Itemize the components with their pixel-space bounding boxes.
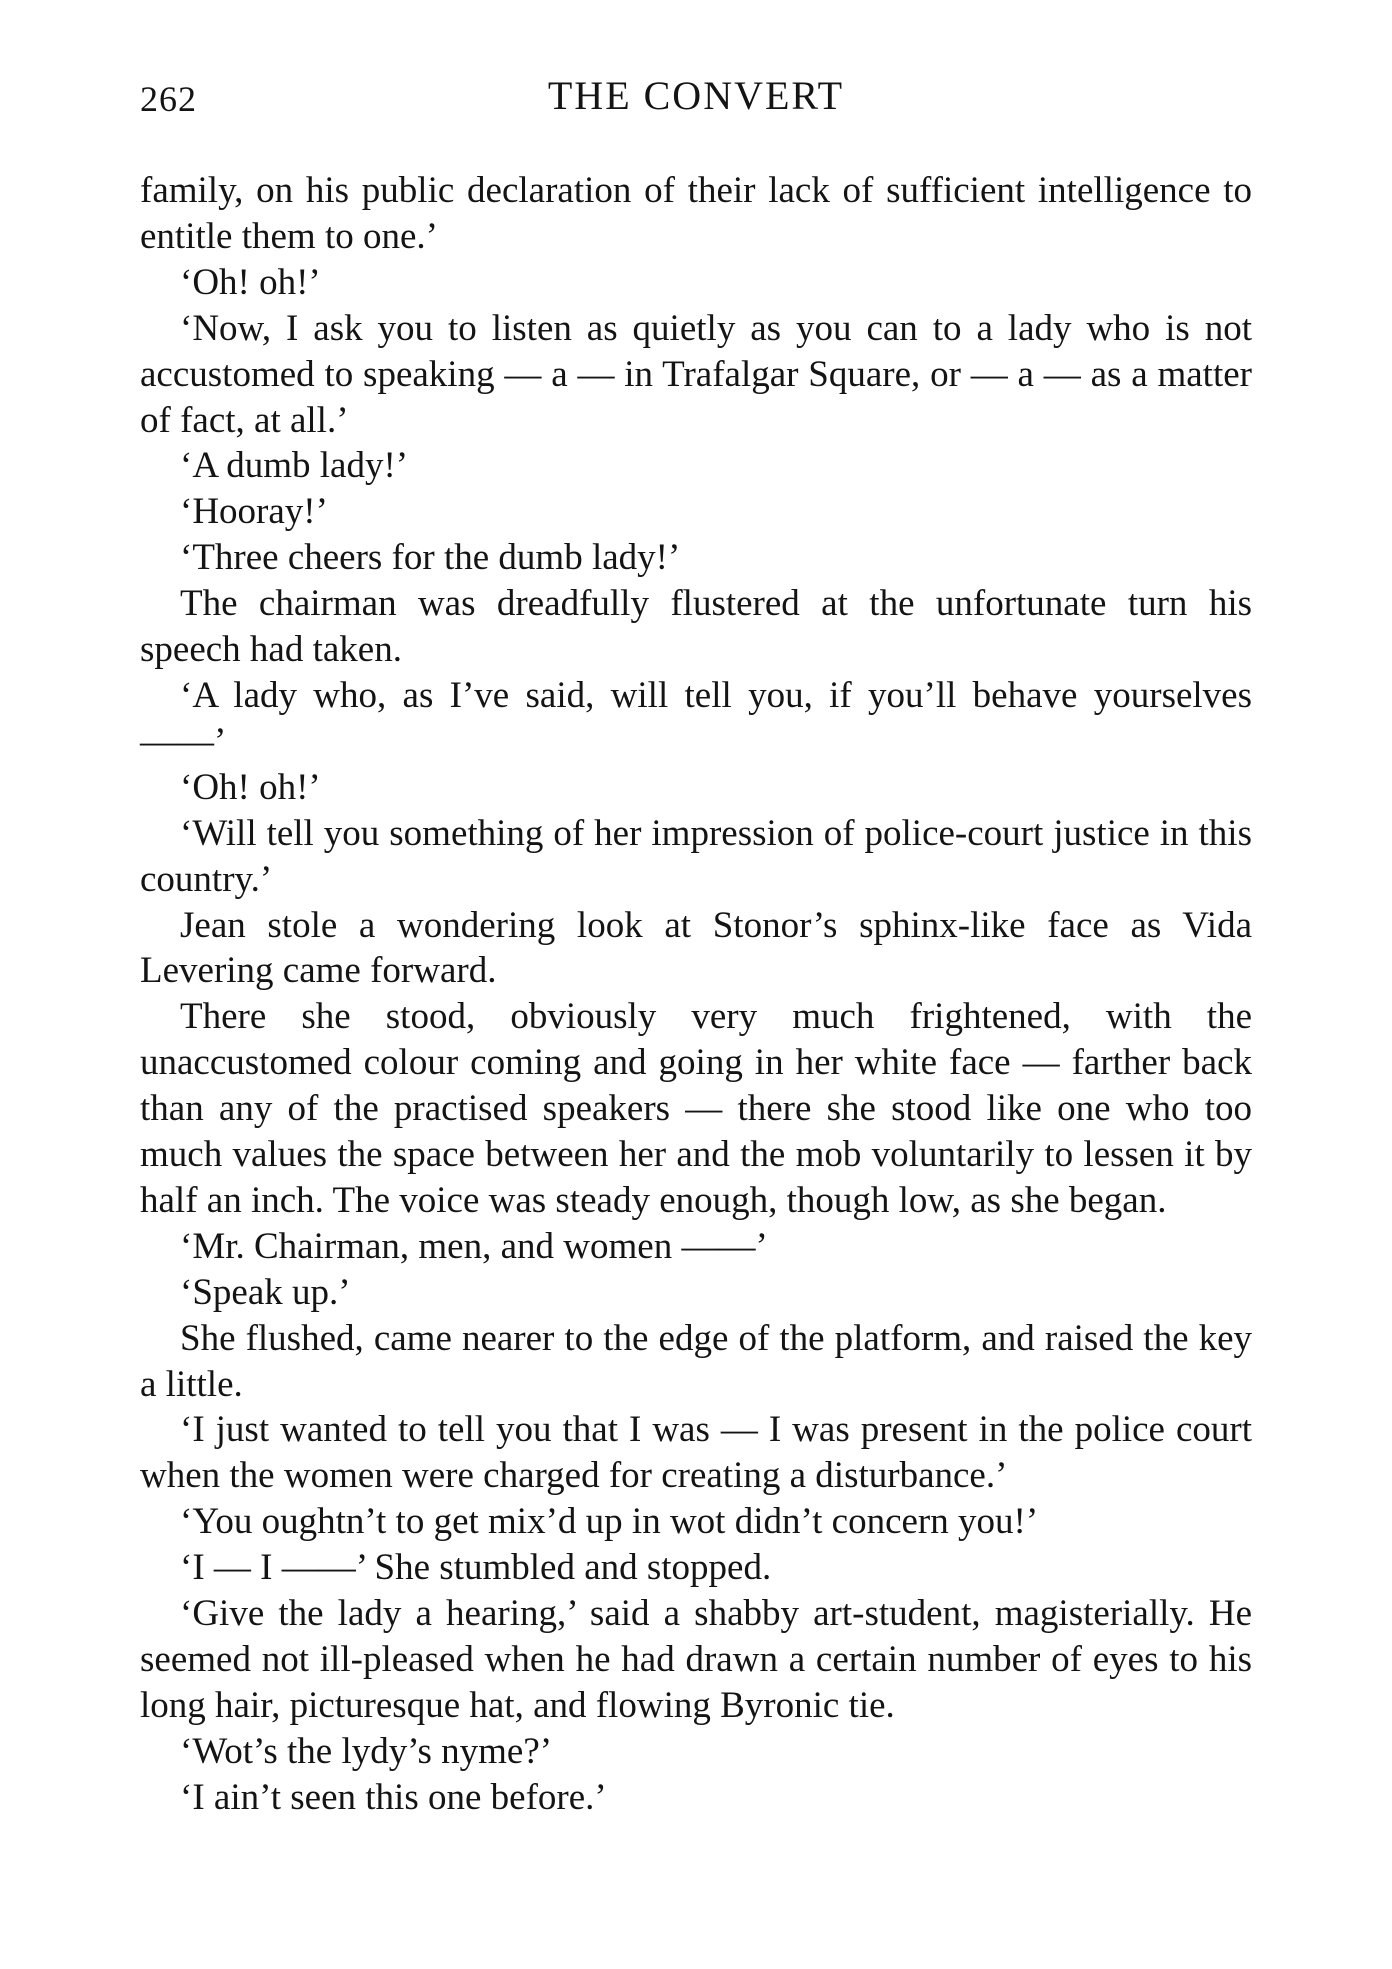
paragraph: ‘Mr. Chairman, men, and women ——’ [180, 1225, 768, 1267]
paragraph: ‘A lady who, as I’ve said, will tell you, if you’ll behave yourselves ——’ [140, 674, 1252, 762]
paragraph: The chairman was dreadfully flustered at the unfortunate turn his speech had taken. [140, 583, 1252, 671]
paragraph: ‘I ain’t seen this one before.’ [180, 1776, 607, 1818]
paragraph: family, on his public declaration of their lack of sufficient intelligence to entitle them to one.’ [140, 170, 1252, 257]
page-number: 262 [140, 79, 197, 119]
running-title: THE CONVERT [547, 73, 845, 118]
paragraph: ‘Oh! oh!’ [180, 261, 321, 303]
paragraph: She flushed, came nearer to the edge of the platform, and raised the key a little. [140, 1317, 1252, 1405]
paragraph: ‘A dumb lady!’ [180, 445, 409, 487]
paragraph: ‘I — I ——’ She stumbled and stopped. [180, 1547, 772, 1589]
paragraph: ‘Will tell you something of her impression of police-court justice in this country.’ [140, 812, 1252, 900]
paragraph: ‘I just wanted to tell you that I was — I was present in the police court when the women were charged for creating a disturbance.’ [140, 1409, 1252, 1497]
paragraph: ‘You oughtn’t to get mix’d up in wot didn’t concern you!’ [180, 1501, 1039, 1543]
paragraph: ‘Now, I ask you to listen as quietly as you can to a lady who is not accustomed to speaking — a — in Trafalgar Square, or — a — as a matter of fact, at all.’ [140, 307, 1252, 441]
page-header [140, 68, 1252, 128]
paragraph: ‘Give the lady a hearing,’ said a shabby art-student, magisterially. He seemed not ill-pleased when he had drawn a certain number of eyes to his long hair, picturesque hat, and flowing Byronic tie. [140, 1593, 1252, 1726]
body-text [140, 168, 1252, 1821]
paragraph: There she stood, obviously very much frightened, with the unaccustomed colour coming and going in her white face — farther back than any of the practised speakers — there she stood like one who too much values the space between her and the mob voluntarily to lessen it by half an inch. The voice was steady enough, though low, as she began. [140, 996, 1252, 1221]
book-page [140, 68, 1252, 1818]
paragraph: ‘Wot’s the lydy’s nyme?’ [180, 1730, 553, 1772]
paragraph: Jean stole a wondering look at Stonor’s sphinx-like face as Vida Levering came forward. [140, 904, 1252, 992]
paragraph: ‘Three cheers for the dumb lady!’ [180, 537, 681, 579]
paragraph: ‘Speak up.’ [180, 1271, 351, 1313]
paragraph: ‘Oh! oh!’ [180, 766, 321, 808]
paragraph: ‘Hooray!’ [180, 491, 328, 533]
